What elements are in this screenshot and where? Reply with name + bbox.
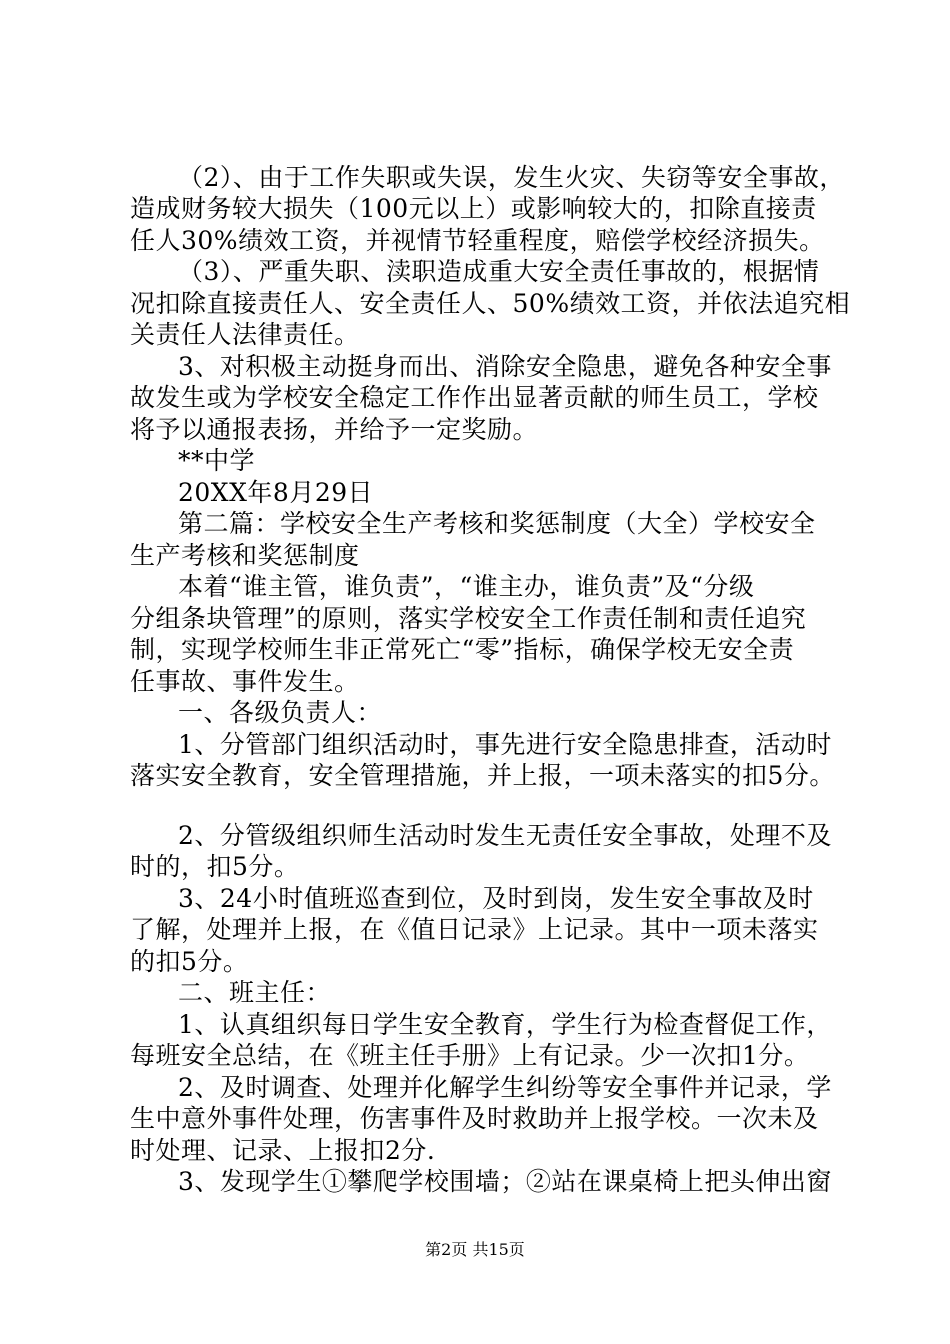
text-line: 况扣除直接责任人、安全责任人、50%绩效工资，并依法追究相 — [130, 288, 851, 318]
text-line: 二、班主任： — [178, 978, 332, 1008]
text-line: 故发生或为学校安全稳定工作作出显著贡献的师生员工，学校 — [130, 383, 819, 413]
text-line: 一、各级负责人： — [178, 698, 383, 728]
text-line: 时处理、记录、上报扣2分. — [130, 1135, 436, 1165]
text-line: 2、分管级组织师生活动时发生无责任安全事故，处理不及 — [178, 820, 832, 850]
text-line: 每班安全总结，在《班主任手册》上有记录。少一次扣1分。 — [130, 1041, 810, 1071]
text-line: 任事故、事件发生。 — [130, 666, 360, 696]
text-line: （2）、由于工作失职或失误，发生火灾、失窃等安全事故， — [178, 163, 845, 192]
text-line: 造成财务较大损失（100元以上）或影响较大的，扣除直接责 — [130, 194, 817, 224]
text-line: **中学 — [178, 446, 256, 476]
text-line: 3、24小时值班巡查到位，及时到岗，发生安全事故及时 — [178, 883, 814, 913]
text-line: 本着“谁主管，谁负责”，“谁主办，谁负责”及“分级 — [178, 572, 755, 602]
text-line: 生中意外事件处理，伤害事件及时救助并上报学校。一次未及 — [130, 1104, 819, 1134]
text-line: 制，实现学校师生非正常死亡“零”指标，确保学校无安全责 — [130, 635, 795, 665]
text-line: （3）、严重失职、渎职造成重大安全责任事故的，根据情 — [178, 257, 820, 287]
text-line: 落实安全教育，安全管理措施，并上报，一项未落实的扣5分。 — [130, 761, 835, 791]
text-line: 时的，扣5分。 — [130, 852, 300, 882]
text-line: 2、及时调查、处理并化解学生纠纷等安全事件并记录，学 — [178, 1072, 832, 1102]
text-line: 第二篇：学校安全生产考核和奖惩制度（大全）学校安全 — [178, 509, 816, 539]
text-line: 的扣5分。 — [130, 946, 249, 976]
text-line: 关责任人法律责任。 — [130, 320, 360, 350]
text-line: 了解，处理并上报，在《值日记录》上记录。其中一项未落实 — [130, 915, 819, 945]
text-line: 将予以通报表扬，并给予一定奖励。 — [130, 414, 539, 444]
text-line: 分组条块管理”的原则，落实学校安全工作责任制和责任追究 — [130, 603, 807, 633]
text-line: 1、认真组织每日学生安全教育，学生行为检查督促工作， — [178, 1009, 832, 1039]
text-line: 1、分管部门组织活动时，事先进行安全隐患排查，活动时 — [178, 729, 832, 759]
page-footer: 第2页 共15页 — [425, 1240, 525, 1259]
text-line: 任人30%绩效工资，并视情节轻重程度，赔偿学校经济损失。 — [130, 225, 825, 255]
text-line: 3、对积极主动挺身而出、消除安全隐患，避免各种安全事 — [178, 351, 832, 381]
text-line: 3、发现学生①攀爬学校围墙；②站在课桌椅上把头伸出窗 — [178, 1167, 832, 1196]
text-line: 生产考核和奖惩制度 — [130, 540, 360, 570]
text-line: 20XX年8月29日 — [178, 477, 374, 507]
